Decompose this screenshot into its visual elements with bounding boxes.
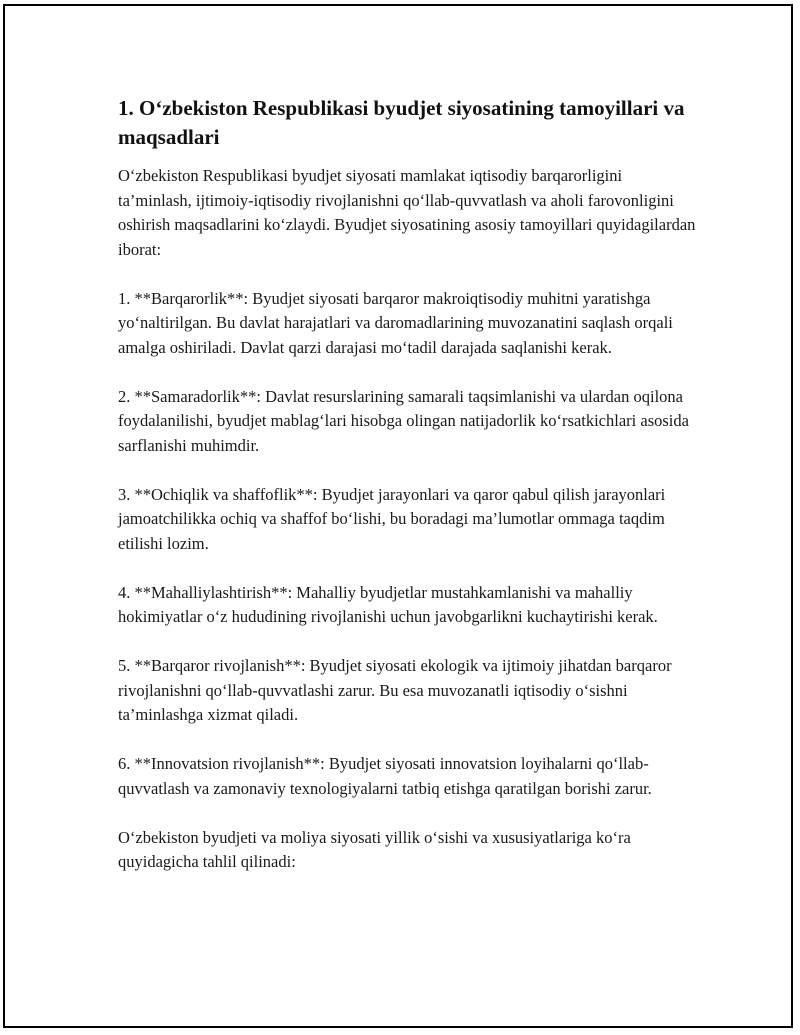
principle-sustainable-development: 5. **Barqaror rivojlanish**: Byudjet siyosati ekologik va ijtimoiy jihatdan barqaror rivojlanishni qo‘llab-quvvatlashi zarur. Bu esa muvozanatli iqtisodiy o‘sishni ta’minlashga xizmat qiladi. xyxy=(118,656,672,724)
principle-innovative-development: 6. **Innovatsion rivojlanish**: Byudjet siyosati innovatsion loyihalarni qo‘llab-quvvatlash va zamonaviy texnologiyalarni tatbiq etishga qaratilgan borishi zarur. xyxy=(118,754,652,798)
intro-paragraph: O‘zbekiston Respublikasi byudjet siyosati mamlakat iqtisodiy barqarorligini ta’minlash, ijtimoiy-iqtisodiy rivojlanishni qo‘llab-quvvatlash va aholi farovonligini oshirish maqsadlarini ko‘zlaydi. Byudjet siyosatining asosiy tamoyillari quyidagilardan iborat: xyxy=(118,166,696,259)
principle-efficiency: 2. **Samaradorlik**: Davlat resurslarining samarali taqsimlanishi va ulardan oqilona foydalanilishi, byudjet mablag‘lari hisobga olingan natijadorlik ko‘rsatkichlari asosida sarflanishi muhimdir. xyxy=(118,386,689,455)
principle-stability: 1. **Barqarorlik**: Byudjet siyosati barqaror makroiqtisodiy muhitni yaratishga yo‘naltirilgan. Bu davlat harajatlari va daromadlarining muvozanatini saqlash orqali amalga oshiriladi. Davlat qarzi darajasi mo‘tadil darajada saqlanishi kerak. xyxy=(118,288,673,357)
principle-localization: 4. **Mahalliylashtirish**: Mahalliy byudjetlar mustahkamlanishi va mahalliy hokimiyatlar o‘z hududining rivojlanishi uchun javobgarlikni kuchaytirishi kerak. xyxy=(118,582,658,626)
closing-paragraph: O‘zbekiston byudjeti va moliya siyosati yillik o‘sishi va xususiyatlariga ko‘ra quyidagicha tahlil qilinadi: xyxy=(118,827,631,871)
section-heading: 1. O‘zbekiston Respublikasi byudjet siyosatining tamoyillari va maqsadlari xyxy=(118,96,685,149)
principle-transparency: 3. **Ochiqlik va shaffoflik**: Byudjet jarayonlari va qaror qabul qilish jarayonlari jamoatchilikka ochiq va shaffof bo‘lishi, bu boradagi ma’lumotlar ommaga taqdim etilishi lozim. xyxy=(118,484,666,553)
document-body xyxy=(118,94,698,899)
